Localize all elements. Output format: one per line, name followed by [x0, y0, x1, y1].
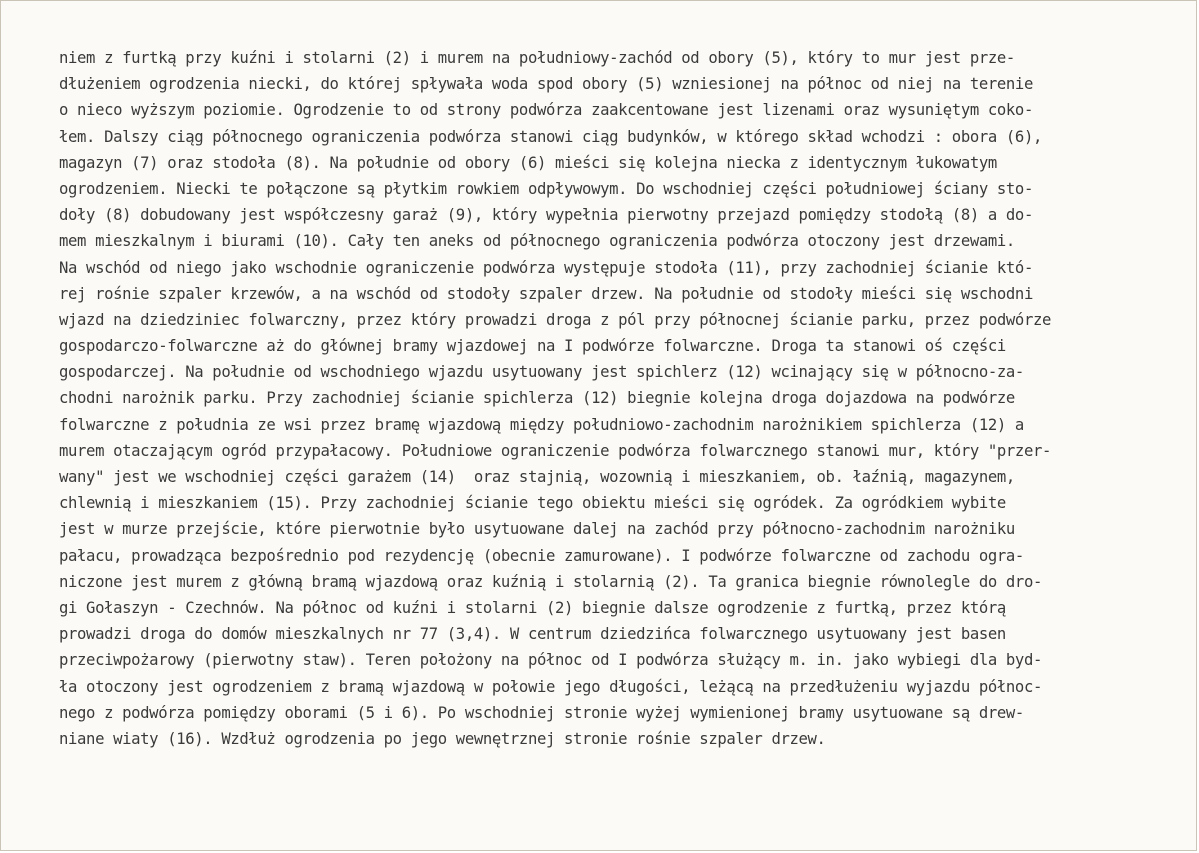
- text-line: pałacu, prowadząca bezpośrednio pod rezydencję (obecnie zamurowane). I podwórze folwarczne od zachodu ogra-: [59, 546, 1024, 565]
- text-line: magazyn (7) oraz stodoła (8). Na południe od obory (6) mieści się kolejna niecka z identycznym łukowatym: [59, 153, 997, 172]
- text-line: dłużeniem ogrodzenia niecki, do której spływała woda spod obory (5) wzniesionej na północ od niej na terenie: [59, 75, 1033, 94]
- text-line: o nieco wyższym poziomie. Ogrodzenie to od strony podwórza zaakcentowane jest lizenami oraz wysuniętym coko-: [59, 101, 1033, 120]
- text-line: gi Gołaszyn - Czechnów. Na północ od kuźni i stolarni (2) biegnie dalsze ogrodzenie z furtką, przez którą: [59, 598, 1006, 617]
- text-line: chodni narożnik parku. Przy zachodniej ścianie spichlerza (12) biegnie kolejna droga dojazdowa na podwórze: [59, 389, 1015, 408]
- text-line: wany" jest we wschodniej części garażem (14) oraz stajnią, wozownią i mieszkaniem, ob. łaźnią, magazynem,: [59, 468, 1015, 486]
- text-line: niane wiaty (16). Wzdłuż ogrodzenia po jego wewnętrznej stronie rośnie szpaler drzew.: [59, 729, 826, 748]
- text-line: prowadzi droga do domów mieszkalnych nr 77 (3,4). W centrum dziedzińca folwarcznego usytuowany jest basen: [59, 625, 1006, 644]
- text-line: wjazd na dziedziniec folwarczny, przez który prowadzi droga z pól przy północnej ścianie parku, przez podwórze: [59, 310, 1052, 329]
- text-line: niczone jest murem z główną bramą wjazdową oraz kuźnią i stolarnią (2). Ta granica biegnie równolegle do dro-: [59, 572, 1042, 591]
- text-line: ła otoczony jest ogrodzeniem z bramą wjazdową w połowie jego długości, leżącą na przedłużeniu wyjazdu północ-: [59, 677, 1042, 696]
- text-line: ogrodzeniem. Niecki te połączone są płytkim rowkiem odpływowym. Do wschodniej części południowej ściany sto-: [59, 179, 1033, 198]
- text-line: rej rośnie szpaler krzewów, a na wschód od stodoły szpaler drzew. Na południe od stodoły mieści się wschodni: [59, 284, 1033, 303]
- text-line: gospodarczo-folwarczne aż do głównej bramy wjazdowej na I podwórze folwarczne. Droga ta stanowi oś części: [59, 337, 1006, 356]
- text-line: murem otaczającym ogród przypałacowy. Południowe ograniczenie podwórza folwarcznego stanowi mur, który "przer-: [59, 441, 1052, 460]
- text-line: łem. Dalszy ciąg północnego ograniczenia podwórza stanowi ciąg budynków, w którego skład wchodzi : obora (6),: [59, 127, 1042, 146]
- text-line: Na wschód od niego jako wschodnie ograniczenie podwórza występuje stodoła (11), przy zachodniej ścianie któ-: [59, 258, 1033, 277]
- text-line: niem z furtką przy kuźni i stolarni (2) i murem na południowy-zachód od obory (5), który to mur jest prze-: [59, 49, 1015, 67]
- text-line: doły (8) dobudowany jest współczesny garaż (9), który wypełnia pierwotny przejazd pomiędzy stodołą (8) a do-: [59, 206, 1033, 225]
- text-line: mem mieszkalnym i biurami (10). Cały ten aneks od północnego ograniczenia podwórza otoczony jest drzewami.: [59, 232, 1015, 251]
- text-line: nego z podwórza pomiędzy oborami (5 i 6). Po wschodniej stronie wyżej wymienionej bramy usytuowane są drew-: [59, 703, 1024, 722]
- text-line: chlewnią i mieszkaniem (15). Przy zachodniej ścianie tego obiektu mieści się ogródek. Za ogródkiem wybite: [59, 494, 1006, 513]
- text-line: przeciwpożarowy (pierwotny staw). Teren położony na północ od I podwórza służący m. in. jako wybiegi dla byd-: [59, 651, 1042, 670]
- typewritten-text: [59, 45, 1169, 752]
- text-line: jest w murze przejście, które pierwotnie było usytuowane dalej na zachód przy północno-zachodnim narożniku: [59, 520, 1015, 539]
- text-line: folwarczne z południa ze wsi przez bramę wjazdową między południowo-zachodnim narożnikiem spichlerza (12) a: [59, 415, 1024, 434]
- text-line: gospodarczej. Na południe od wschodniego wjazdu usytuowany jest spichlerz (12) wcinający się w północno-za-: [59, 363, 1024, 382]
